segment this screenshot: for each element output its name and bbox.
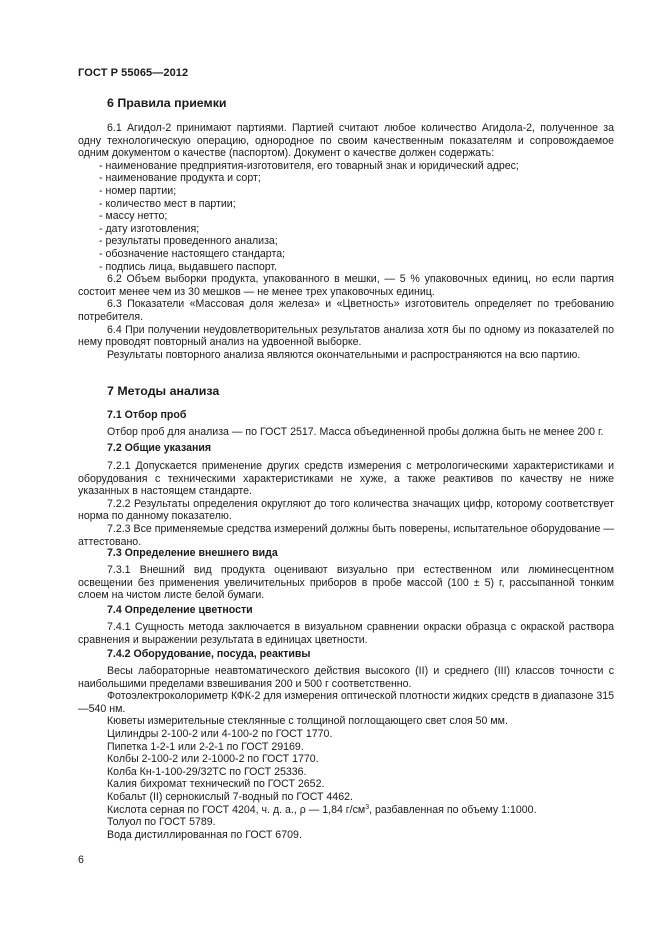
subsection-7-4-2-title: 7.4.2 Оборудование, посуда, реактивы: [107, 648, 311, 660]
acid-unit-superscript: 3: [365, 803, 370, 811]
equipment-item: Толуол по ГОСТ 5789.: [107, 816, 216, 829]
paragraph-6-2: 6.2 Объем выборки продукта, упакованного в мешки, — 5 % упаковочных единиц, но если партия состоит менее чем из 30 мешков — не менее трех упаковочных единиц.: [78, 273, 614, 298]
subsection-7-3-title: 7.3 Определение внешнего вида: [107, 547, 278, 559]
list-item: - подпись лица, выдавшего паспорт.: [78, 261, 614, 274]
list-item: - обозначение настоящего стандарта;: [78, 248, 614, 261]
equipment-item: Цилиндры 2-100-2 или 4-100-2 по ГОСТ 1770.: [107, 727, 333, 740]
subsection-7-2-body: [78, 460, 614, 548]
passport-contents-list: [78, 160, 614, 273]
equipment-item: Колбы 2-100-2 или 2-1000-2 по ГОСТ 1770.: [107, 753, 319, 766]
list-item: - результаты проведенного анализа;: [78, 235, 614, 248]
equipment-list: [78, 665, 614, 841]
paragraph-6-1: 6.1 Агидол-2 принимают партиями. Партией считают любое количество Агидола-2, полученное за одну технологическую операцию, однородное по своим качественным показателям и сопровождаемое одним документом о качестве (паспортом). Документ о качестве должен содержать:: [78, 122, 614, 160]
subsection-7-2-title: 7.2 Общие указания: [107, 442, 212, 454]
acid-text-tail: , разбавленная по объему 1:1000.: [369, 803, 537, 816]
paragraph-7-2-2: 7.2.2 Результаты определения округляют до того количества значащих цифр, которому соответствует норма по данному показателю.: [78, 497, 614, 523]
list-item: - дату изготовления;: [78, 223, 614, 236]
paragraph-6-5: Результаты повторного анализа являются окончательными и распространяются на всю партию.: [107, 348, 581, 361]
subsection-7-4-title: 7.4 Определение цветности: [107, 604, 253, 616]
equipment-item: Пипетка 1-2-1 или 2-2-1 по ГОСТ 29169.: [107, 740, 304, 753]
list-item: - номер партии;: [78, 185, 614, 198]
equipment-item: Калия бихромат технический по ГОСТ 2652.: [107, 778, 325, 791]
list-item: - массу нетто;: [78, 210, 614, 223]
sulfuric-acid-item: [78, 804, 614, 817]
document-code-header: ГОСТ Р 55065—2012: [78, 67, 189, 79]
paragraph-7-2-3: 7.2.3 Все применяемые средства измерений должны быть поверены, испытательное оборудование — аттестовано.: [78, 522, 614, 548]
paragraph-6-4: 6.4 При получении неудовлетворительных результатов анализа хотя бы по одному из показателей по нему проводят повторный анализ на удвоенной выборке.: [78, 323, 614, 349]
subsection-7-1-title: 7.1 Отбор проб: [107, 409, 187, 421]
list-item: - наименование продукта и сорт;: [78, 172, 614, 185]
paragraph-7-1: Отбор проб для анализа — по ГОСТ 2517. Масса объединенной пробы должна быть не менее 200 г.: [107, 426, 604, 438]
section-6-title: 6 Правила приемки: [107, 96, 227, 110]
equipment-item: Кюветы измерительные стеклянные с толщиной поглощающего свет слоя 50 мм.: [107, 715, 508, 728]
subsection-7-3-body: [78, 564, 614, 602]
subsection-7-4-body: [78, 621, 614, 646]
acid-text: Кислота серная по ГОСТ 4204, ч. д. а., ρ — 1,84 г/см: [107, 803, 366, 816]
equipment-item: Фотоэлектроколориметр КФК-2 для измерения оптической плотности жидких средств в диапазоне 315—540 нм.: [78, 690, 614, 715]
section-6-body: [78, 122, 614, 361]
equipment-item: Весы лабораторные неавтоматического действия высокого (II) и среднего (III) классов точности с наибольшими пределами взвешивания 200 и 500 г соответственно.: [78, 665, 614, 690]
page-number: 6: [78, 854, 84, 866]
equipment-item: Вода дистиллированная по ГОСТ 6709.: [107, 828, 302, 841]
equipment-item: Кобальт (II) сернокислый 7-водный по ГОСТ 4462.: [107, 790, 353, 803]
paragraph-7-4-1: 7.4.1 Сущность метода заключается в визуальном сравнении окраски образца с окраской раствора сравнения и выражении результата в единицах цветности.: [78, 621, 614, 646]
paragraph-7-3-1: 7.3.1 Внешний вид продукта оценивают визуально при естественном или люминесцентном освещении без применения увеличительных приборов в пробе массой (100 ± 5) г, рассыпанной тонким слоем на чистом листе белой бумаги.: [78, 564, 614, 602]
section-7-title: 7 Методы анализа: [107, 384, 220, 398]
paragraph-7-2-1: 7.2.1 Допускается применение других средств измерения с метрологическими характеристиками и оборудования с техническими характеристиками не хуже, а также реактивов по качеству не ниже указанных в настоящем стандарте.: [78, 460, 614, 498]
equipment-item: Колба Кн-1-100-29/32ТС по ГОСТ 25336.: [107, 765, 307, 778]
paragraph-6-3: 6.3 Показатели «Массовая доля железа» и «Цветность» изготовитель определяет по требованию потребителя.: [78, 298, 614, 323]
list-item: - количество мест в партии;: [78, 198, 614, 211]
subsection-7-1-body: [78, 426, 614, 439]
list-item: - наименование предприятия-изготовителя, его товарный знак и юридический адрес;: [78, 160, 614, 173]
